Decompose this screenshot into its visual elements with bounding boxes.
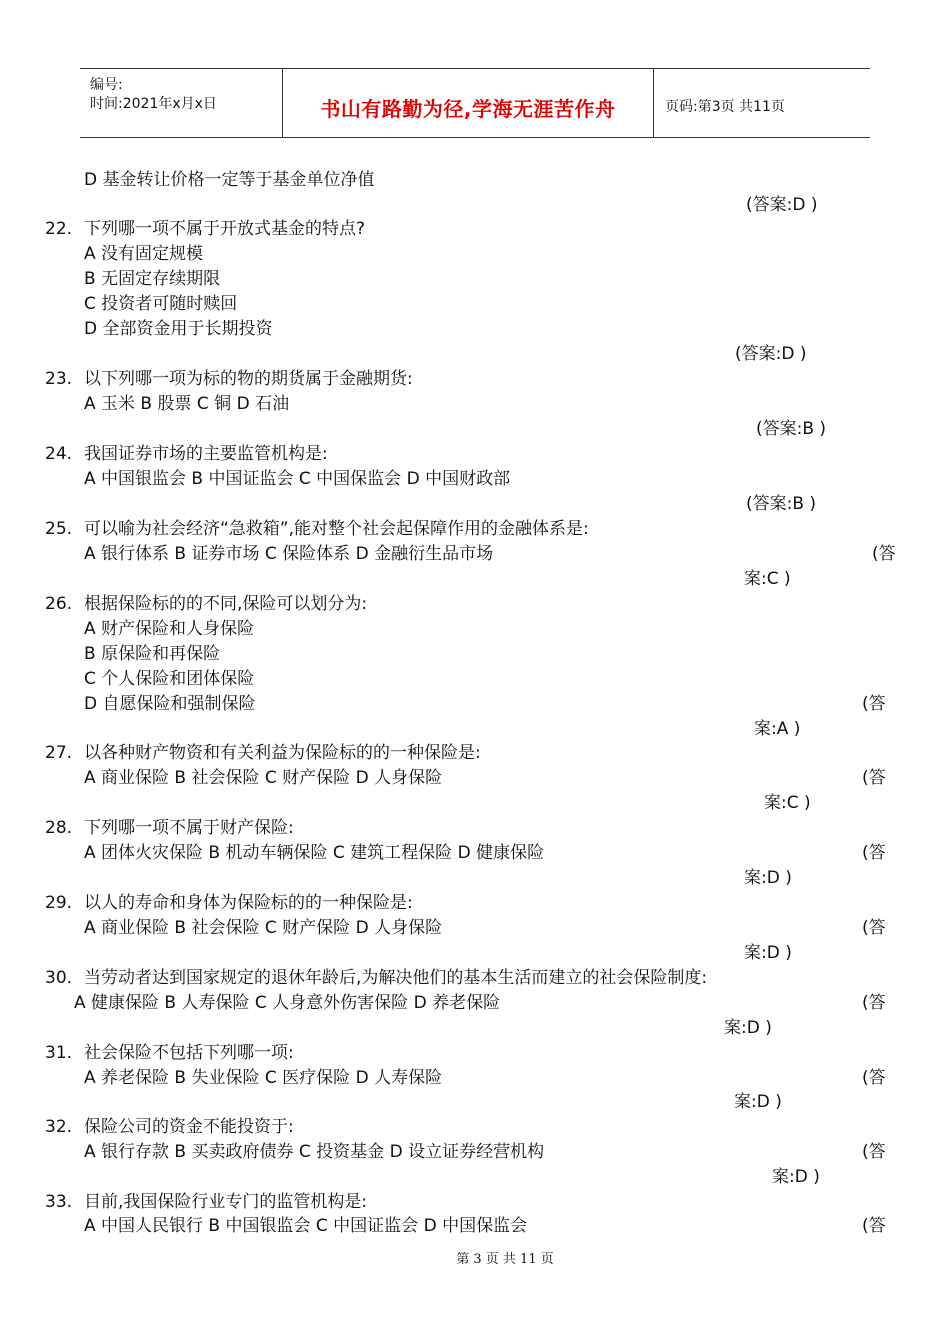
question-number: 22. (45, 219, 73, 239)
option-line: A 玉米 B 股票 C 铜 D 石油 (84, 394, 290, 414)
answer-label: (答 (862, 993, 886, 1013)
answer-label: (答案:B ) (756, 419, 827, 439)
page-footer (0, 1248, 950, 1267)
answer-label: 案:C ) (764, 793, 811, 813)
serial-number-label: 编号: (90, 77, 123, 93)
question-text: 下列哪一项不属于财产保险: (84, 818, 294, 838)
question-number: 31. (45, 1043, 73, 1063)
question-number: 33. (45, 1192, 73, 1212)
question-text: 我国证券市场的主要监管机构是: (84, 444, 328, 464)
date-label: 时间:2021年x月x日 (90, 96, 217, 112)
question-number: 23. (45, 369, 73, 389)
option-line: A 养老保险 B 失业保险 C 医疗保险 D 人寿保险 (84, 1068, 443, 1088)
answer-label: 案:D ) (772, 1167, 820, 1187)
answer-label: (答 (862, 1142, 886, 1162)
question-text: 可以喻为社会经济“急救箱”,能对整个社会起保障作用的金融体系是: (84, 519, 589, 539)
option-line: A 银行体系 B 证券市场 C 保险体系 D 金融衍生品市场 (84, 544, 494, 564)
option-line: C 个人保险和团体保险 (84, 669, 255, 689)
answer-label: (答案:B ) (746, 494, 817, 514)
option-line: B 无固定存续期限 (84, 269, 221, 289)
question-text: 社会保险不包括下列哪一项: (84, 1043, 294, 1063)
answer-label: (答 (862, 918, 886, 938)
header-meta (80, 69, 283, 137)
answer-label: (答 (862, 1216, 886, 1236)
answer-label: 案:D ) (734, 1092, 782, 1112)
page-number-info: 页码:第3页 共11页 (665, 99, 785, 115)
option-line: A 财产保险和人身保险 (84, 619, 255, 639)
option-line: A 没有固定规模 (84, 244, 204, 264)
option-line: C 投资者可随时赎回 (84, 294, 238, 314)
option-line: D 自愿保险和强制保险 (84, 694, 256, 714)
question-text: 目前,我国保险行业专门的监管机构是: (84, 1192, 368, 1212)
question-text: 以下列哪一项为标的物的期货属于金融期货: (84, 369, 413, 389)
answer-label: 案:D ) (744, 868, 792, 888)
question-number: 29. (45, 893, 73, 913)
option-line: A 健康保险 B 人寿保险 C 人身意外伤害保险 D 养老保险 (74, 993, 501, 1013)
question-number: 25. (45, 519, 73, 539)
answer-label: 案:D ) (724, 1018, 772, 1038)
answer-label: 案:A ) (754, 719, 801, 739)
question-number: 32. (45, 1117, 73, 1137)
answer-label: 案:D ) (744, 943, 792, 963)
answer-label: 案:C ) (744, 569, 791, 589)
answer-label: (答案:D ) (735, 344, 807, 364)
answer-label: (答 (862, 694, 886, 714)
question-text: 根据保险标的的不同,保险可以划分为: (84, 594, 368, 614)
option-line: A 中国银监会 B 中国证监会 C 中国保监会 D 中国财政部 (84, 469, 511, 489)
option-line: D 全部资金用于长期投资 (84, 319, 273, 339)
page-header (80, 68, 870, 138)
question-number: 26. (45, 594, 73, 614)
question-text: 以各种财产物资和有关利益为保险标的的一种保险是: (84, 743, 481, 763)
option-line: D 基金转让价格一定等于基金单位净值 (84, 170, 375, 190)
footer-page-number: 第 3 页 共 11 页 (456, 1252, 554, 1267)
question-text: 以人的寿命和身体为保险标的的一种保险是: (84, 893, 413, 913)
answer-label: (答 (862, 843, 886, 863)
option-line: A 商业保险 B 社会保险 C 财产保险 D 人身保险 (84, 918, 443, 938)
question-number: 27. (45, 743, 73, 763)
header-motto-cell (283, 69, 654, 137)
question-text: 保险公司的资金不能投资于: (84, 1117, 294, 1137)
option-line: A 中国人民银行 B 中国银监会 C 中国证监会 D 中国保监会 (84, 1216, 528, 1236)
answer-label: (答案:D ) (746, 195, 818, 215)
question-number: 30. (45, 968, 73, 988)
option-line: A 银行存款 B 买卖政府债券 C 投资基金 D 设立证券经营机构 (84, 1142, 545, 1162)
option-line: A 团体火灾保险 B 机动车辆保险 C 建筑工程保险 D 健康保险 (84, 843, 545, 863)
answer-label: (答 (862, 1068, 886, 1088)
question-text: 当劳动者达到国家规定的退休年龄后,为解决他们的基本生活而建立的社会保险制度: (84, 968, 708, 988)
answer-label: (答 (862, 768, 886, 788)
question-number: 24. (45, 444, 73, 464)
answer-label: (答 (872, 544, 896, 564)
option-line: B 原保险和再保险 (84, 644, 221, 664)
header-page-cell (655, 69, 870, 137)
option-line: A 商业保险 B 社会保险 C 财产保险 D 人身保险 (84, 768, 443, 788)
question-number: 28. (45, 818, 73, 838)
question-text: 下列哪一项不属于开放式基金的特点? (84, 219, 366, 239)
motto: 书山有路勤为径,学海无涯苦作舟 (320, 97, 616, 121)
